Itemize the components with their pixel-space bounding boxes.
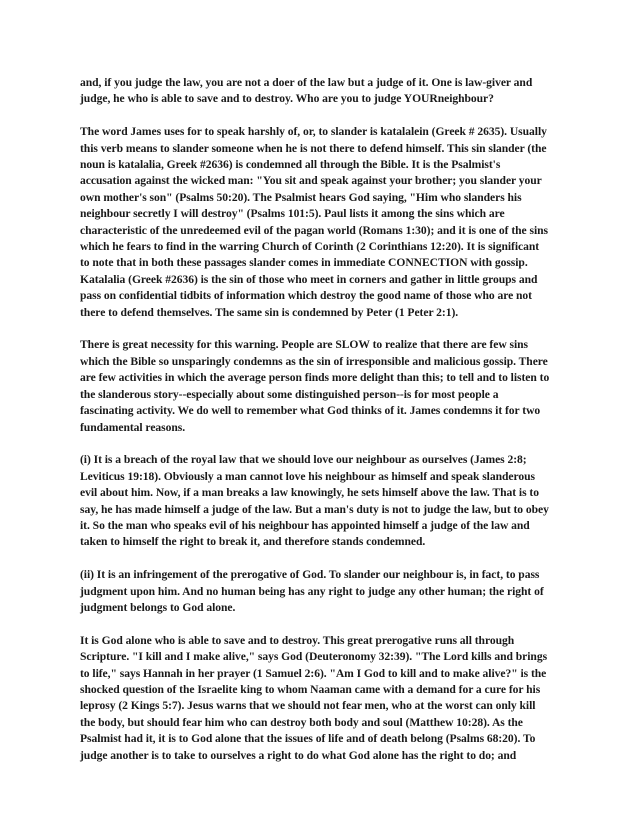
document-page [80,75,550,764]
paragraph-god-alone: It is God alone who is able to save and to destroy. This great prerogative runs all through Scripture. "I kill and I make alive," says God (Deuteronomy 32:39). "The Lord kills and brings to life," says Hannah in her prayer (1 Samuel 2:6). "Am I God to kill and to make alive?" is the shocked question of the Israelite king to whom Naaman came with a demand for a cure for his leprosy (2 Kings 5:7). Jesus warns that we should not fear men, who at the worst can only kill the body, but should fear him who can destroy both body and soul (Matthew 10:28). As the Psalmist had it, it is to God alone that the issues of life and of death belong (Psalms 68:20). To judge another is to take to ourselves a right to do what God alone has the right to do; and [80,633,548,762]
paragraph-prerogative: (ii) It is an infringement of the prerogative of God. To slander our neighbour is, in fact, to pass judgment upon him. And no human being has any right to judge any other human; the right of judgment belongs to God alone. [80,568,544,614]
paragraph-royal-law: (i) It is a breach of the royal law that we should love our neighbour as ourselves (James 2:8; Leviticus 19:18). Obviously a man cannot love his neighbour as himself and speak slanderous evil about him. Now, if a man breaks a law knowingly, he sets himself above the law. That is to say, he has made himself a judge of the law. But a man's duty is not to judge the law, but to obey it. So the man who speaks evil of his neighbour has appointed himself a judge of the law and taken to himself the right to break it, and therefore stands condemned. [80,453,549,549]
paragraph-warning: There is great necessity for this warning. People are SLOW to realize that there are few sins which the Bible so unsparingly condemns as the sin of irresponsible and malicious gossip. There are few activities in which the average person finds more delight than this; to tell and to listen to the slanderous story--especially about some distinguished person--is for most people a fascinating activity. We do well to remember what God thinks of it. James condemns it for two fundamental reasons. [80,338,550,434]
paragraph-continuation: and, if you judge the law, you are not a doer of the law but a judge of it. One is law-giver and judge, he who is able to save and to destroy. Who are you to judge YOURneighbour? [80,76,533,106]
paragraph-katalalein: The word James uses for to speak harshly of, or, to slander is katalalein (Greek # 2635). Usually this verb means to slander someone when he is not there to defend himself. This sin slander (the noun is katalalia, Greek #2636) is condemned all through the Bible. It is the Psalmist's accusation against the wicked man: "You sit and speak against your brother; you slander your own mother's son" (Psalms 50:20). The Psalmist hears God saying, "Him who slanders his neighbour secretly I will destroy" (Psalms 101:5). Paul lists it among the sins which are characteristic of the unredeemed evil of the pagan world (Romans 1:30); and it is one of the sins which he fears to find in the warring Church of Corinth (2 Corinthians 12:20). It is significant to note that in both these passages slander comes in immediate CONNECTION with gossip. Katalalia (Greek #2636) is the sin of those who meet in corners and gather in little groups and pass on confidential tidbits of information which destroy the good name of those who are not there to defend themselves. The same sin is condemned by Peter (1 Peter 2:1). [80,125,548,319]
